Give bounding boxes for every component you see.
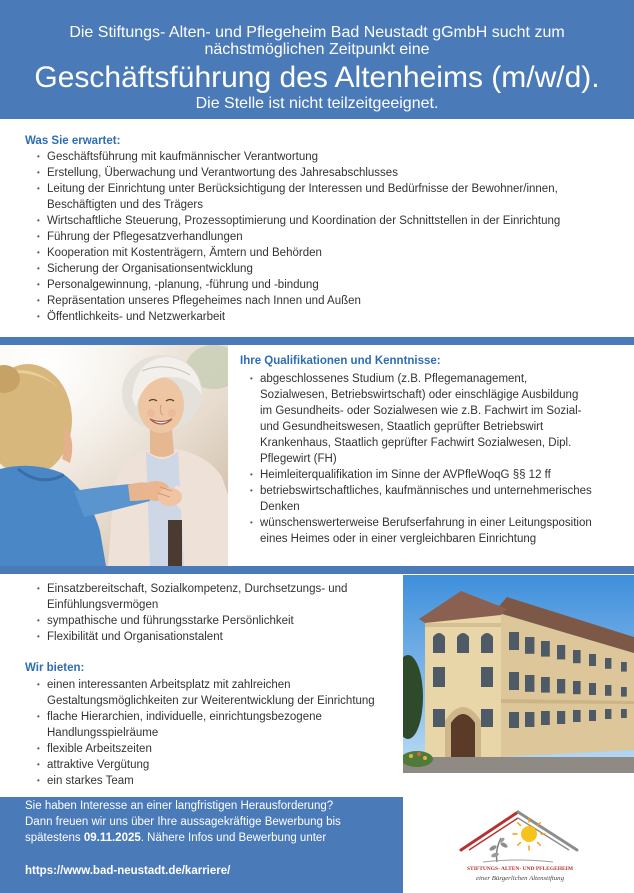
career-url[interactable]: https://www.bad-neustadt.de/karriere/ (25, 865, 231, 877)
expectation-item: • Öffentlichkeits- und Netzwerkarbeit (47, 309, 560, 325)
expectations-list (47, 149, 560, 325)
offer-item: • attraktive Vergütung (47, 757, 375, 773)
plant-icon (483, 837, 553, 862)
header-banner (0, 0, 634, 119)
entrance-door (451, 714, 475, 759)
qualifications-list (260, 371, 592, 547)
offer-list (47, 677, 375, 789)
divider-bar-bottom (0, 566, 634, 574)
expectation-item: • Erstellung, Überwachung und Verantwortung des Jahresabschlusses (47, 165, 560, 181)
divider-bar-top (0, 337, 634, 345)
qualifications-list-continued (47, 581, 347, 645)
logo-name: STIFTUNGS- ALTEN- UND PFLEGEHEIM (467, 867, 574, 872)
expectation-item: • Sicherung der Organisationsentwicklung (47, 261, 560, 277)
qualification-item: • Flexibilität und Organisationstalent (47, 629, 347, 645)
job-title: Geschäftsführung des Altenheims (m/w/d). (34, 61, 600, 94)
offer-item: • flache Hierarchien, individuelle, einrichtungsbezogene Handlungsspielräume (47, 709, 375, 741)
chair (168, 520, 182, 566)
application-deadline: 09.11.2025 (83, 832, 141, 844)
contact-line-1: Sie haben Interesse an einer langfristigen Herausforderung? (25, 800, 334, 812)
expectation-item: • Führung der Pflegesatzverhandlungen (47, 229, 560, 245)
deadline-prefix: spätestens (25, 832, 84, 844)
offer-item: • flexible Arbeitszeiten (47, 741, 375, 757)
pavement (403, 757, 634, 773)
building-front-facade (419, 591, 507, 759)
qualification-item: • Einsatzbereitschaft, Sozialkompetenz, Durchsetzungs- und Einfühlungsvermögen (47, 581, 347, 613)
expectations-heading: Was Sie erwartet: (25, 135, 121, 147)
offer-item: • ein starkes Team (47, 773, 375, 789)
qualification-item: • abgeschlossenes Studium (z.B. Pflegemanagement, Sozialwesen, Betriebswirtschaft) oder einschlägige Ausbildung im Gesundheits- oder Sozialwesen wie z.B. Fachwirt im Sozial- und Gesundheitswesen, Staatlich geprüfter Betriebswirt Krankenhaus, Staatlich geprüfter Fachwirt Sozialwesen, Dipl. Pflegewirt (FH) (260, 371, 592, 467)
organization-logo (455, 800, 585, 888)
caregiver-resident-photo (0, 345, 228, 566)
contact-line-2: Dann freuen wir uns über Ihre aussagekräftige Bewerbung bis (25, 816, 341, 828)
expectation-item: • Repräsentation unseres Pflegeheimes nach Innen und Außen (47, 293, 560, 309)
part-time-note: Die Stelle ist nicht teilzeitgeeignet. (195, 95, 439, 112)
expectation-item: • Geschäftsführung mit kaufmännischer Verantwortung (47, 149, 560, 165)
qualification-item: • wünschenswerterweise Berufserfahrung in einer Leitungsposition eines Heimes oder in einer vergleichbaren Einrichtung (260, 515, 592, 547)
expectation-item: • Personalgewinnung, -planung, -führung und -bindung (47, 277, 560, 293)
logo-tagline: einer Bürgerlichen Altenstiftung (476, 875, 565, 882)
expectation-item: • Leitung der Einrichtung unter Berücksichtigung der Interessen und Bedürfnisse der Bewohner/innen, Beschäftigten und des Trägers (47, 181, 560, 213)
offer-item: • einen interessanten Arbeitsplatz mit zahlreichen Gestaltungsmöglichkeiten zur Weiterentwicklung der Einrichtung (47, 677, 375, 709)
contact-line-3 (25, 830, 326, 846)
expectation-item: • Wirtschaftliche Steuerung, Prozessoptimierung und Koordination der Schnittstellen in der Einrichtung (47, 213, 560, 229)
contact-box (0, 797, 403, 893)
career-url-line (25, 863, 230, 879)
qualifications-heading: Ihre Qualifikationen und Kenntnisse: (240, 355, 441, 367)
expectation-item: • Kooperation mit Kostenträgern, Ämtern und Behörden (47, 245, 560, 261)
deadline-suffix: . Nähere Infos und Bewerbung unter (140, 832, 327, 844)
care-home-building-photo (403, 575, 634, 773)
offer-heading: Wir bieten: (25, 662, 85, 674)
qualification-item: • betriebswirtschaftliches, kaufmännisches und unternehmerisches Denken (260, 483, 592, 515)
qualification-item: • sympathische und führungsstarke Persönlichkeit (47, 613, 347, 629)
intro-line-1: Die Stiftungs- Alten- und Pflegeheim Bad Neustadt gGmbH sucht zum (69, 24, 565, 41)
qualification-item: • Heimleiterqualifikation im Sinne der AVPfleWoqG §§ 12 ff (260, 467, 592, 483)
intro-line-2: nächstmöglichen Zeitpunkt eine (204, 41, 430, 58)
sun-icon (513, 818, 545, 850)
